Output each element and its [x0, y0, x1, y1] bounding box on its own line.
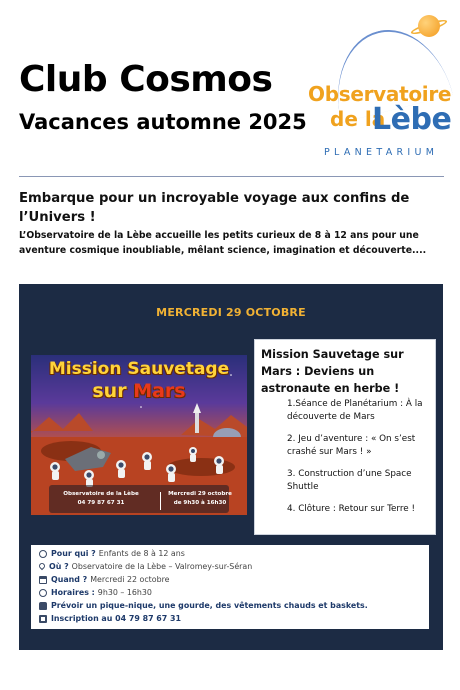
- page-title: Club Cosmos: [19, 59, 273, 100]
- practical-info-box: [31, 545, 429, 629]
- program-step: 1.Séance de Planétarium : À la découverte de Mars: [287, 399, 423, 422]
- event-panel: [19, 284, 443, 650]
- info-row-date: [39, 574, 170, 585]
- poster-footer-venue: Observatoire de la Lèbe: [63, 491, 139, 497]
- poster-footer-divider: [160, 492, 161, 510]
- intro-body: L’Observatoire de la Lèbe accueille les petits curieux de 8 à 12 ans pour une aventure cosmique inoubliable, mêlant science, imagination et découverte....: [19, 230, 427, 256]
- info-row-registration: [39, 613, 181, 624]
- poster-footer-left: [53, 490, 149, 508]
- compass-icon: [39, 550, 47, 558]
- info-row-audience: [39, 548, 185, 559]
- poster-footer-date: Mercredi 29 octobre: [168, 491, 232, 497]
- poster-title-line1: Mission Sauvetage: [48, 359, 230, 379]
- info-label: Où ?: [49, 562, 69, 571]
- info-row-location: [39, 561, 252, 572]
- info-row-bring: [39, 600, 368, 611]
- info-value: Observatoire de la Lèbe – Valromey-sur-Séran: [71, 562, 253, 571]
- phone-icon: [39, 615, 47, 623]
- logo-word-de-la: de la: [330, 107, 386, 131]
- logo-word-lebe: Lèbe: [372, 102, 452, 137]
- program-step: 3. Construction d’une Space Shuttle: [287, 469, 412, 492]
- program-step: 4. Clôture : Retour sur Terre !: [287, 504, 416, 514]
- logo-word-observatoire: Observatoire: [308, 82, 452, 106]
- header: [0, 0, 460, 175]
- poster-footer-phone: 04 79 87 67 31: [77, 500, 125, 506]
- info-row-hours: [39, 587, 152, 598]
- intro-heading: Embarque pour un incroyable voyage aux confins de l’Univers !: [19, 191, 410, 225]
- observatoire-logo: [300, 10, 460, 170]
- program-step: 2. Jeu d’aventure : « On s’est crashé sur Mars ! »: [287, 434, 416, 457]
- planet-icon: [418, 15, 440, 37]
- poster-title-line2-text: sur Mars: [92, 380, 186, 402]
- logo-word-planetarium: PLANETARIUM: [324, 147, 439, 158]
- calendar-icon: [39, 576, 47, 584]
- info-value: Inscription au 04 79 87 67 31: [51, 614, 182, 623]
- event-date: MERCREDI 29 OCTOBRE: [156, 306, 306, 319]
- poster-footer-hours: de 9h30 à 16h30: [173, 500, 227, 506]
- info-label: Horaires :: [51, 588, 95, 597]
- header-divider: [19, 176, 444, 177]
- mission-poster-image: [31, 355, 247, 515]
- info-value: 9h30 – 16h30: [97, 588, 152, 597]
- poster-footer-right: [165, 490, 235, 508]
- clock-icon: [39, 589, 47, 597]
- program-title: Mission Sauvetage sur Mars : Deviens un astronaute en herbe !: [261, 348, 404, 395]
- backpack-icon: [39, 602, 47, 610]
- info-value: Mercredi 22 octobre: [90, 575, 170, 584]
- program-steps: [273, 398, 431, 526]
- poster-title-line2: [31, 380, 247, 402]
- program-card: [254, 339, 436, 535]
- page-subtitle: Vacances automne 2025: [19, 110, 307, 134]
- info-label: Quand ?: [51, 575, 88, 584]
- info-value: Prévoir un pique-nique, une gourde, des vêtements chauds et baskets.: [51, 601, 368, 610]
- poster-title-mars-word: Mars: [133, 380, 186, 402]
- info-value: Enfants de 8 à 12 ans: [98, 549, 185, 558]
- location-pin-icon: [39, 563, 45, 571]
- info-label: Pour qui ?: [51, 549, 96, 558]
